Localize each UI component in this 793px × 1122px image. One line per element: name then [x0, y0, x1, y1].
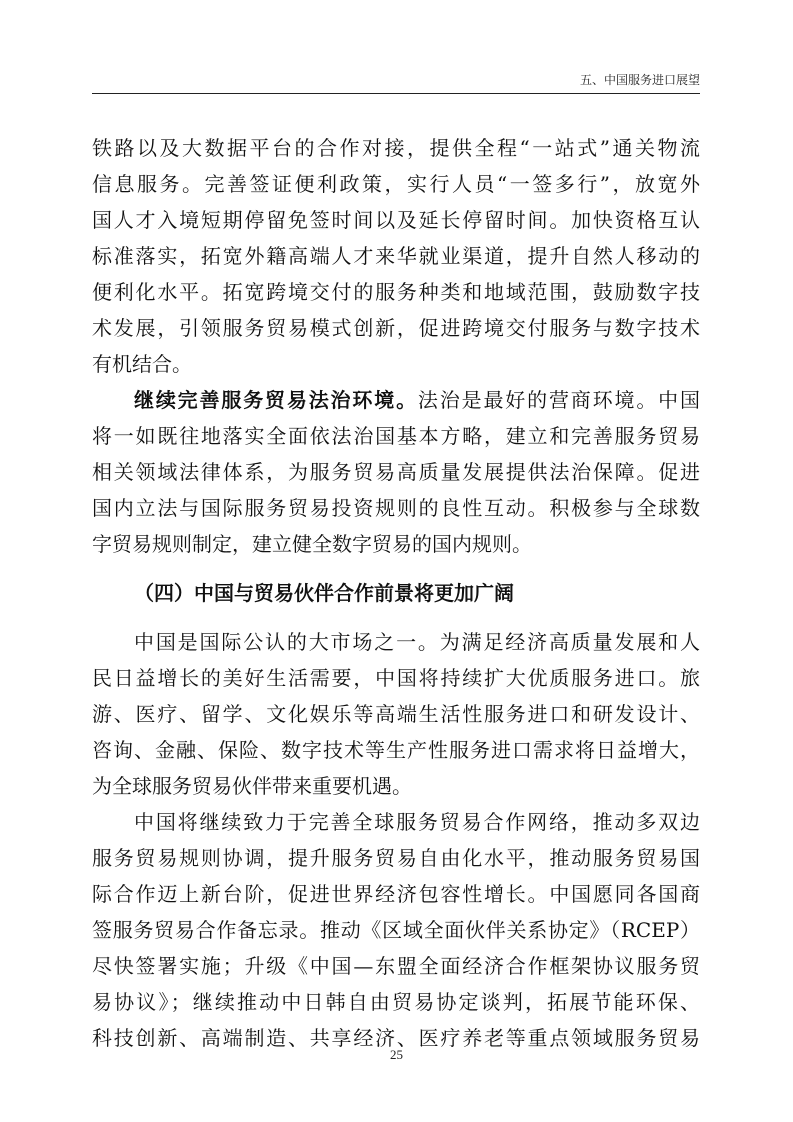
text-line: 咨询、金融、保险、数字技术等生产性服务进口需求将日益增大， — [92, 738, 700, 762]
text-line: 科技创新、高端制造、共享经济、医疗养老等重点领域服务贸易 — [92, 1026, 700, 1050]
text-line: 民日益增长的美好生活需要，中国将持续扩大优质服务进口。旅 — [92, 666, 700, 690]
text-line: 尽快签署实施；升级《中国—东盟全面经济合作框架协议服务贸 — [92, 954, 700, 978]
section-heading: （四）中国与贸易伙伴合作前景将更加广阔 — [134, 581, 514, 605]
text-line: 国内立法与国际服务贸易投资规则的良性互动。积极参与全球数 — [92, 496, 700, 520]
page-number: 25 — [390, 1047, 403, 1062]
header-rule — [92, 93, 700, 94]
text-line: 签服务贸易合作备忘录。推动《区域全面伙伴关系协定》（RCEP） — [92, 918, 700, 942]
document-body — [92, 130, 700, 1056]
paragraph-1 — [92, 130, 700, 382]
text-line: 服务贸易规则协调，提升服务贸易自由化水平，推动服务贸易国 — [92, 846, 700, 870]
text-line: 中国将继续致力于完善全球服务贸易合作网络，推动多双边 — [134, 810, 700, 834]
paragraph-3 — [92, 624, 700, 804]
text-line: 术发展，引领服务贸易模式创新，促进跨境交付服务与数字技术 — [92, 316, 700, 340]
text-line: 信息服务。完善签证便利政策，实行人员“一签多行”，放宽外 — [92, 172, 700, 196]
bold-lead-in: 继续完善服务贸易法治环境。 — [134, 388, 418, 412]
text-line: 游、医疗、留学、文化娱乐等高端生活性服务进口和研发设计、 — [92, 702, 700, 726]
text-line: 际合作迈上新台阶，促进世界经济包容性增长。中国愿同各国商 — [92, 882, 700, 906]
text-line: 易协议》；继续推动中日韩自由贸易协定谈判，拓展节能环保、 — [92, 990, 700, 1014]
text-line: 相关领域法律体系，为服务贸易高质量发展提供法治保障。促进 — [92, 460, 700, 484]
text-line: 铁路以及大数据平台的合作对接，提供全程“一站式”通关物流 — [92, 136, 700, 160]
text-line: 字贸易规则制定，建立健全数字贸易的国内规则。 — [92, 532, 532, 556]
paragraph-4 — [92, 804, 700, 1056]
running-header: 五、中国服务进口展望 — [579, 73, 700, 87]
text-line: 为全球服务贸易伙伴带来重要机遇。 — [92, 774, 412, 798]
text-line: 国人才入境短期停留免签时间以及延长停留时间。加快资格互认 — [92, 208, 700, 232]
text-line: 标准落实，拓宽外籍高端人才来华就业渠道，提升自然人移动的 — [92, 244, 700, 268]
text-line: 便利化水平。拓宽跨境交付的服务种类和地域范围，鼓励数字技 — [92, 280, 700, 304]
text-run: 法治是最好的营商环境。中国 — [417, 388, 701, 412]
text-line: 有机结合。 — [92, 352, 192, 376]
paragraph-2 — [92, 382, 700, 562]
text-line: 将一如既往地落实全面依法治国基本方略，建立和完善服务贸易 — [92, 424, 700, 448]
text-line — [92, 382, 700, 418]
text-line: 中国是国际公认的大市场之一。为满足经济高质量发展和人 — [134, 630, 700, 654]
